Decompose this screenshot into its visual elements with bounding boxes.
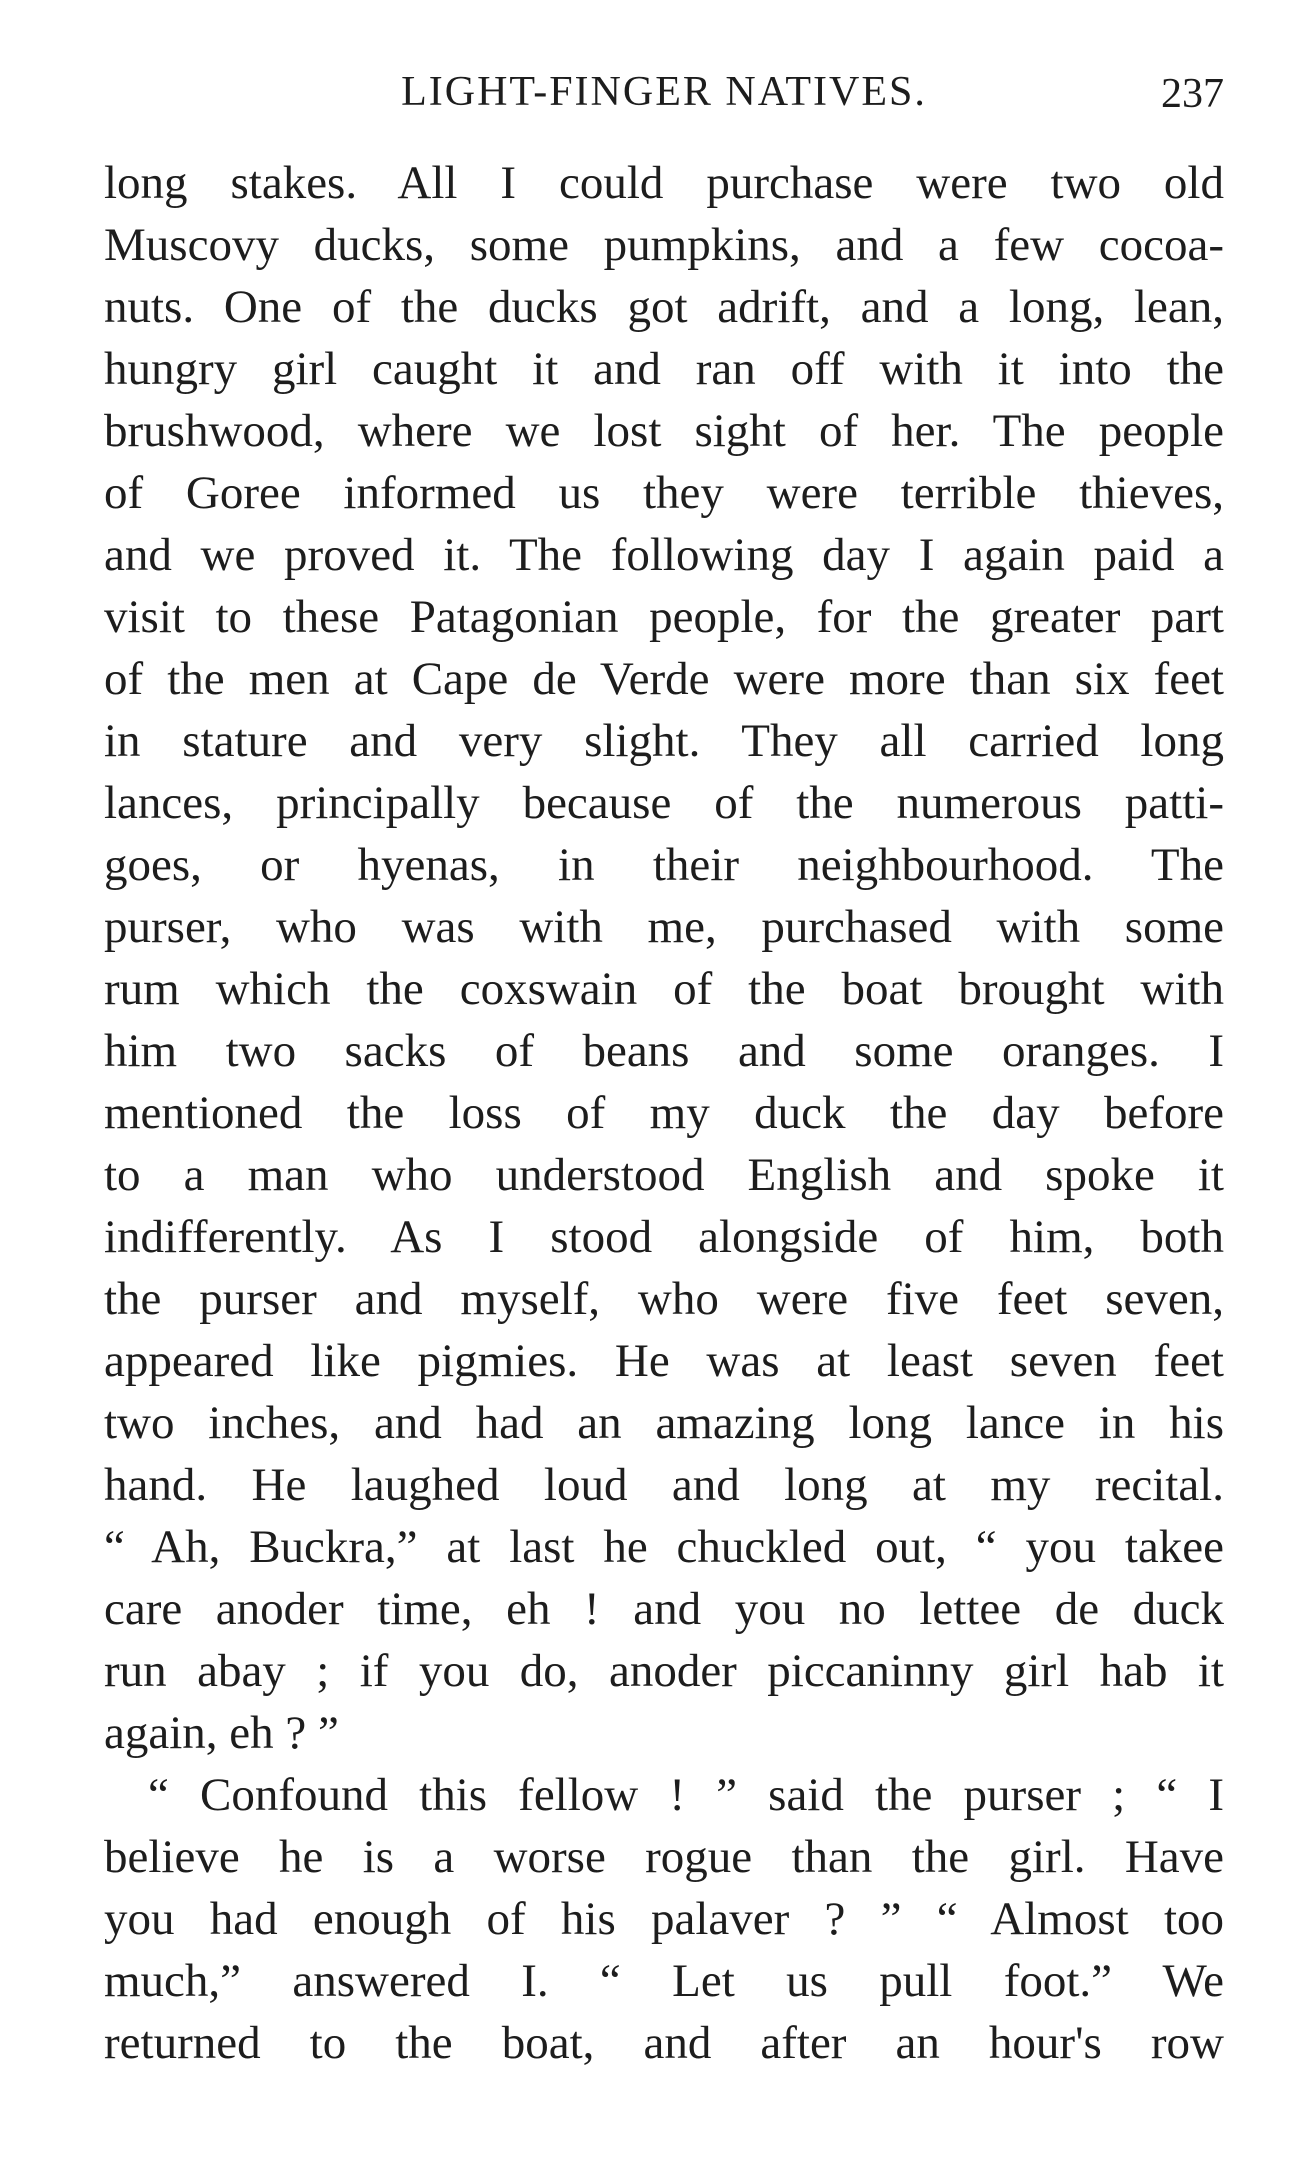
page-number: 237 (1161, 71, 1224, 117)
text-line: mentioned the loss of my duck the day before (104, 1087, 1224, 1139)
text-line: hand. He laughed loud and long at my recital. (104, 1459, 1224, 1511)
text-line: long stakes. All I could purchase were two old (104, 157, 1224, 209)
text-line: “ Ah, Buckra,” at last he chuckled out, “ you takee (104, 1521, 1224, 1573)
text-line: nuts. One of the ducks got adrift, and a long, lean, (104, 281, 1224, 333)
text-line: believe he is a worse rogue than the girl. Have (104, 1831, 1224, 1883)
text-line: indifferently. As I stood alongside of him, both (104, 1211, 1224, 1263)
text-line: to a man who understood English and spoke it (104, 1149, 1224, 1201)
text-line: run abay ; if you do, anoder piccaninny girl hab it (104, 1645, 1224, 1697)
text-line: returned to the boat, and after an hour's row (104, 2017, 1224, 2069)
text-line: him two sacks of beans and some oranges. I (104, 1025, 1224, 1077)
text-line: rum which the coxswain of the boat brought with (104, 963, 1224, 1015)
text-line: visit to these Patagonian people, for the greater part (104, 591, 1224, 643)
text-line: in stature and very slight. They all carried long (104, 715, 1224, 767)
text-line: goes, or hyenas, in their neighbourhood. The (104, 839, 1224, 891)
text-line: purser, who was with me, purchased with some (104, 901, 1224, 953)
text-line: appeared like pigmies. He was at least seven feet (104, 1335, 1224, 1387)
text-line: two inches, and had an amazing long lance in his (104, 1397, 1224, 1449)
body-text (104, 152, 1224, 2074)
text-line: and we proved it. The following day I again paid a (104, 529, 1224, 581)
text-line: again, eh ? ” (104, 1707, 339, 1759)
text-line: you had enough of his palaver ? ” “ Almost too (104, 1893, 1224, 1945)
text-line: the purser and myself, who were five feet seven, (104, 1273, 1224, 1325)
page-header (104, 68, 1224, 128)
text-line: of the men at Cape de Verde were more than six feet (104, 653, 1224, 705)
text-line: much,” answered I. “ Let us pull foot.” We (104, 1955, 1224, 2007)
text-line: “ Confound this fellow ! ” said the purser ; “ I (148, 1769, 1224, 1821)
running-title: LIGHT-FINGER NATIVES. (401, 69, 927, 115)
text-line: hungry girl caught it and ran off with it into the (104, 343, 1224, 395)
text-line: Muscovy ducks, some pumpkins, and a few cocoa- (104, 219, 1224, 271)
text-line: lances, principally because of the numerous patti- (104, 777, 1224, 829)
text-line: brushwood, where we lost sight of her. The people (104, 405, 1224, 457)
text-line: of Goree informed us they were terrible thieves, (104, 467, 1224, 519)
text-line: care anoder time, eh ! and you no lettee de duck (104, 1583, 1224, 1635)
